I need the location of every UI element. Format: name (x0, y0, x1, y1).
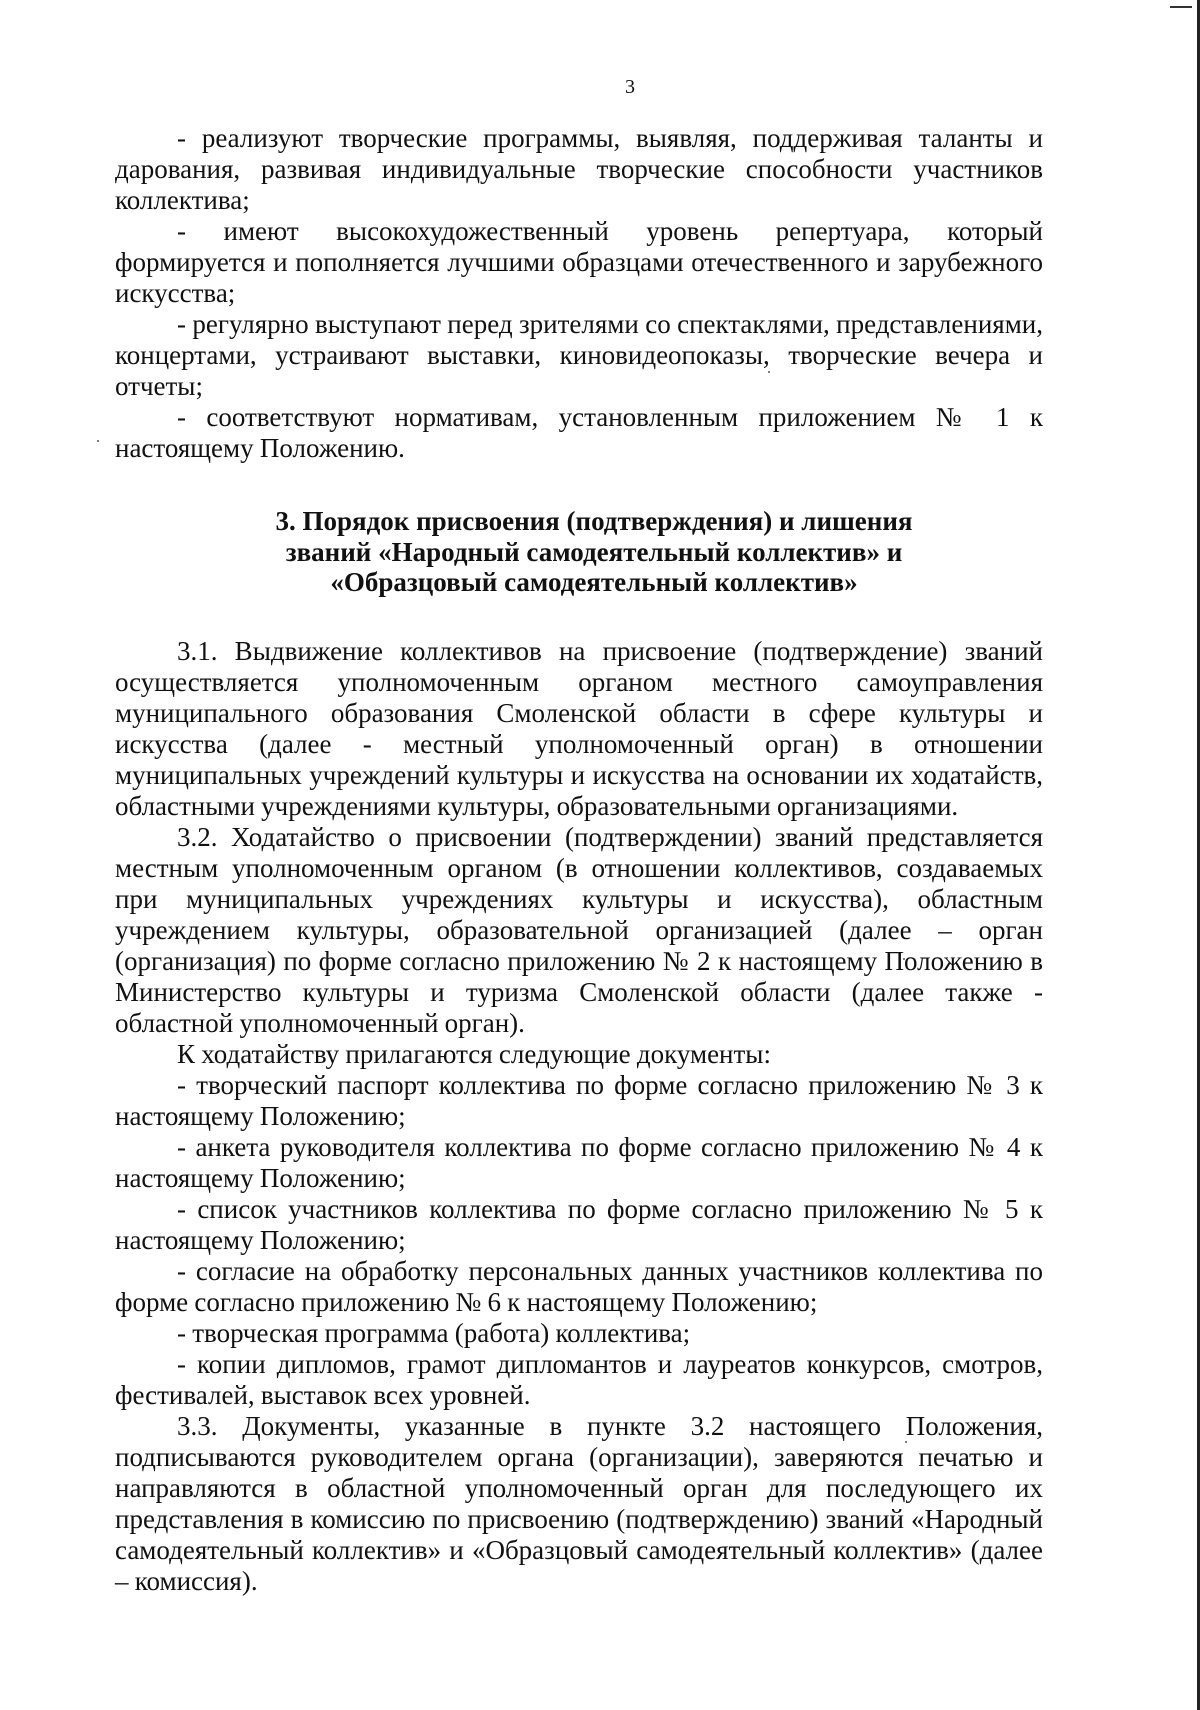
document-list-item: - творческий паспорт коллектива по форме согласно приложению № 3 к настоящему Положению; (115, 1069, 1043, 1131)
paragraph-3-1: 3.1. Выдвижение коллективов на присвоение (подтверждение) званий осуществляется уполномоченным органом местного самоуправления муниципального образования Смоленской области в сфере культуры и искусства (далее - местный уполномоченный орган) в отношении муниципальных учреждений культуры и искусства на основании их ходатайств, областными учреждениями культуры, образовательными организациями. (115, 635, 1043, 821)
document-list-item: - согласие на обработку персональных данных участников коллектива по форме согласно приложению № 6 к настоящему Положению; (115, 1255, 1043, 1317)
document-list-item: - анкета руководителя коллектива по форме согласно приложению № 4 к настоящему Положению; (115, 1131, 1043, 1193)
paragraph-3-2: 3.2. Ходатайство о присвоении (подтверждении) званий представляется местным уполномоченным органом (в отношении коллективов, создаваемых при муниципальных учреждениях культуры и искусства), областным учреждением культуры, образовательной организацией (далее – орган (организация) по форме согласно приложению № 2 к настоящему Положению в Министерство культуры и туризма Смоленской области (далее также - областной уполномоченный орган). (115, 821, 1043, 1038)
section-heading-line: званий «Народный самодеятельный коллектив» и (285, 536, 903, 567)
document-body (115, 123, 1043, 1597)
scan-corner-mark (1170, 0, 1192, 8)
list-item: - соответствуют нормативам, установленным приложением № 1 к настоящему Положению. (115, 402, 1043, 463)
scan-edge-line (1192, 0, 1200, 1710)
documents-intro: К ходатайству прилагаются следующие документы: (177, 1038, 771, 1069)
document-list-item: - творческая программа (работа) коллектива; (177, 1317, 691, 1348)
list-item: - имеют высокохудожественный уровень репертуара, который формируется и пополняется лучшими образцами отечественного и зарубежного искусства; (115, 216, 1043, 308)
document-list-item: - список участников коллектива по форме согласно приложению № 5 к настоящему Положению; (115, 1193, 1043, 1255)
document-list-item: - копии дипломов, грамот дипломантов и лауреатов конкурсов, смотров, фестивалей, выставок всех уровней. (115, 1348, 1043, 1410)
section-heading-line: 3. Порядок присвоения (подтверждения) и лишения (275, 506, 913, 536)
page-number: 3 (625, 76, 635, 98)
section-heading (115, 506, 1043, 598)
scan-speck (97, 440, 99, 442)
section-heading-line: «Образцовый самодеятельный коллектив» (330, 567, 858, 597)
list-item: - регулярно выступают перед зрителями со спектаклями, представлениями, концертами, устраивают выставки, киновидеопоказы, творческие вечера и отчеты; (115, 309, 1043, 401)
list-item: - реализуют творческие программы, выявляя, поддерживая таланты и дарования, развивая индивидуальные творческие способности участников коллектива; (115, 123, 1043, 215)
paragraph-3-3: 3.3. Документы, указанные в пункте 3.2 настоящего Положения, подписываются руководителем органа (организации), заверяются печатью и направляются в областной уполномоченный орган для последующего их представления в комиссию по присвоению (подтверждению) званий «Народный самодеятельный коллектив» и «Образцовый самодеятельный коллектив» (далее – комиссия). (115, 1410, 1043, 1596)
